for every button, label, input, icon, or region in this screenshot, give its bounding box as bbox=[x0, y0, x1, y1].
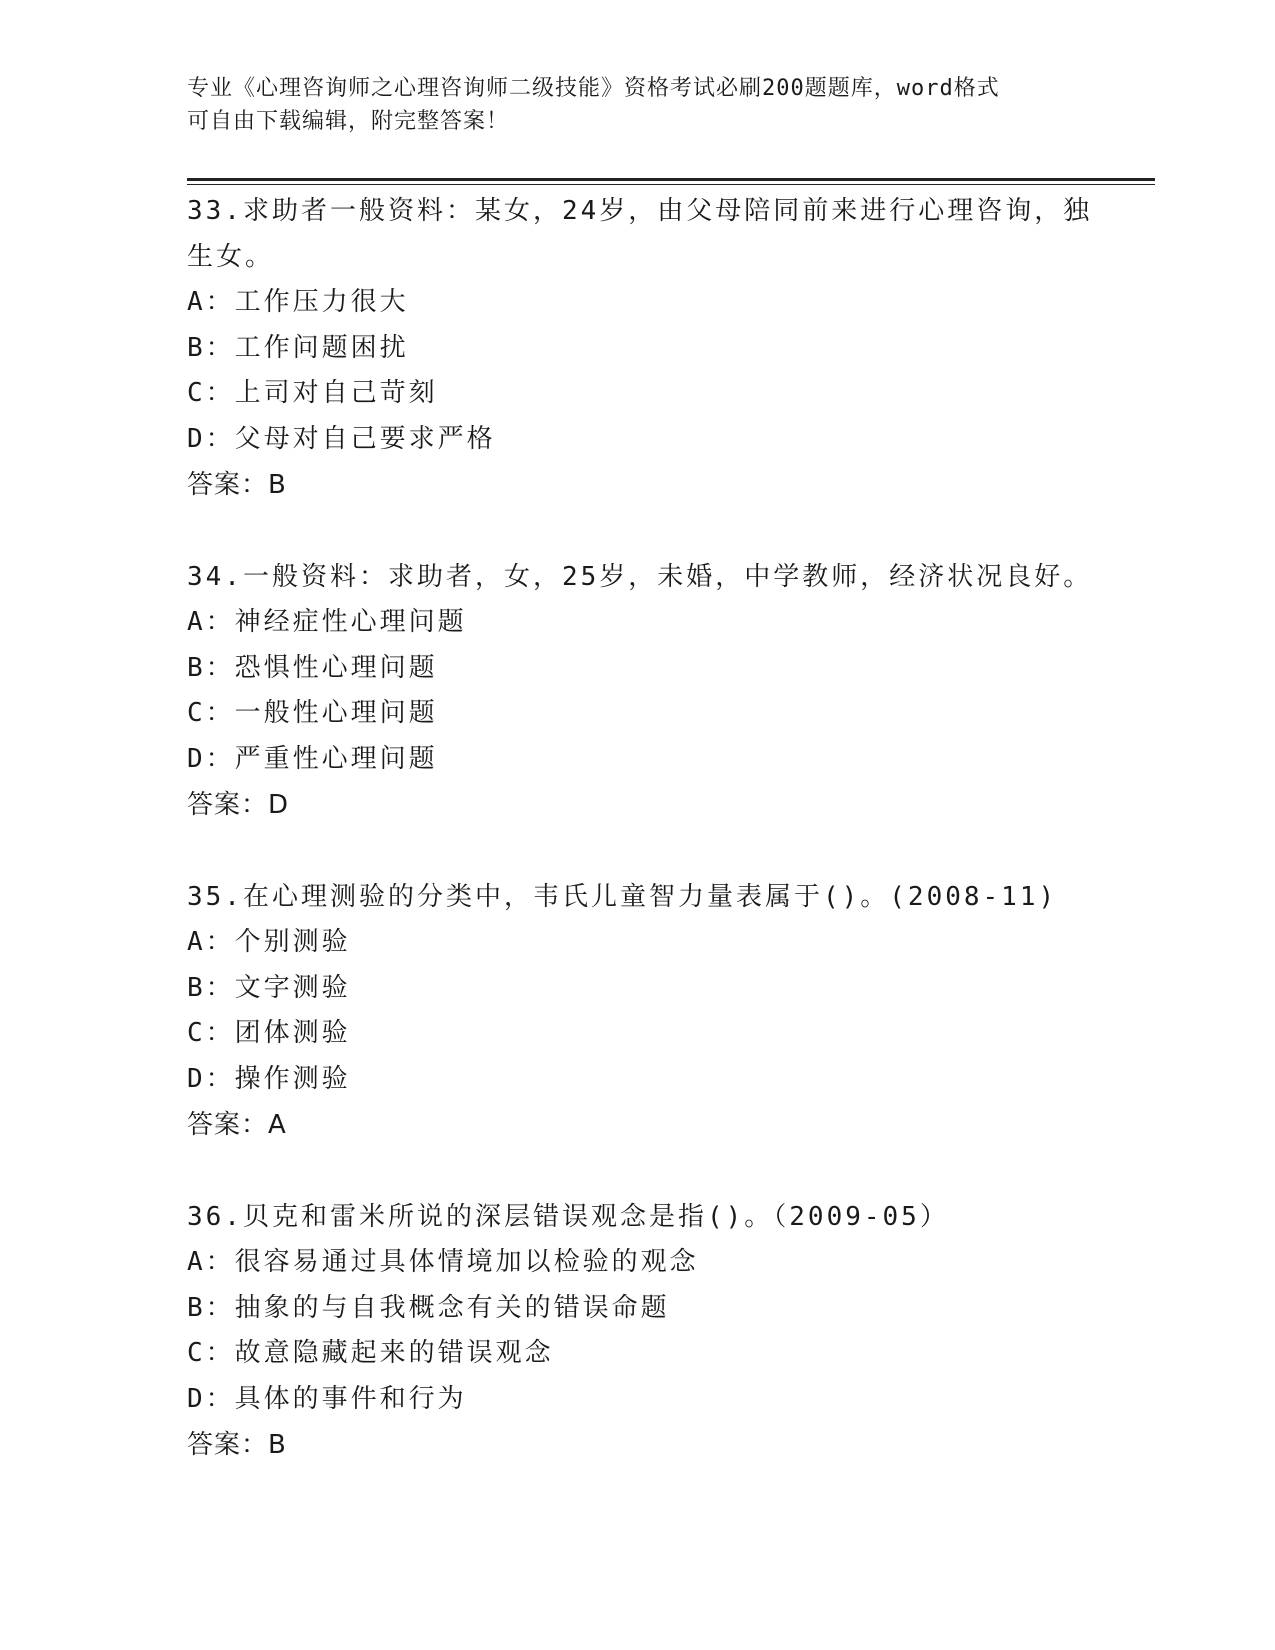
question-stem-line: 34.一般资料：求助者，女，25岁，未婚，中学教师，经济状况良好。 bbox=[187, 562, 1093, 592]
question-stem-line: 36.贝克和雷米所说的深层错误观念是指()。（2009-05） bbox=[187, 1202, 949, 1232]
question-33 bbox=[187, 188, 1155, 508]
header-divider-thick bbox=[187, 178, 1155, 181]
option-b: B：文字测验 bbox=[187, 972, 351, 1003]
question-stem bbox=[187, 188, 1155, 280]
option-c: C：故意隐藏起来的错误观念 bbox=[187, 1338, 554, 1368]
question-list bbox=[187, 188, 1155, 1514]
question-stem bbox=[187, 554, 1155, 600]
option-a: A：神经症性心理问题 bbox=[187, 607, 467, 637]
option-d: D：严重性心理问题 bbox=[187, 743, 438, 774]
option-d: D：操作测验 bbox=[187, 1063, 351, 1094]
option-b: B：工作问题困扰 bbox=[187, 332, 409, 363]
option-c: C：上司对自己苛刻 bbox=[187, 378, 438, 408]
option-c: C：一般性心理问题 bbox=[187, 698, 438, 728]
option-b: B：恐惧性心理问题 bbox=[187, 652, 438, 683]
document-header bbox=[187, 72, 1087, 138]
option-a: A：工作压力很大 bbox=[187, 287, 409, 317]
answer-label: 答案：D bbox=[187, 790, 290, 820]
option-a: A：很容易通过具体情境加以检验的观念 bbox=[187, 1247, 699, 1277]
question-35 bbox=[187, 874, 1155, 1148]
option-a: A：个别测验 bbox=[187, 927, 351, 957]
answer-label: 答案：B bbox=[187, 470, 287, 500]
header-line-1: 专业《心理咨询师之心理咨询师二级技能》资格考试必刷200题题库，word格式 bbox=[187, 76, 1000, 101]
question-stem bbox=[187, 874, 1155, 920]
option-d: D：父母对自己要求严格 bbox=[187, 423, 496, 454]
option-c: C：团体测验 bbox=[187, 1018, 351, 1048]
answer-label: 答案：B bbox=[187, 1430, 287, 1460]
question-36 bbox=[187, 1194, 1155, 1468]
header-line-2: 可自由下载编辑，附完整答案！ bbox=[187, 109, 510, 134]
question-stem-line: 生女。 bbox=[187, 242, 275, 272]
option-b: B：抽象的与自我概念有关的错误命题 bbox=[187, 1292, 670, 1323]
question-stem-line: 33.求助者一般资料：某女，24岁，由父母陪同前来进行心理咨询，独 bbox=[187, 196, 1093, 226]
question-stem-line: 35.在心理测验的分类中，韦氏儿童智力量表属于()。(2008-11) bbox=[187, 882, 1058, 912]
option-d: D：具体的事件和行为 bbox=[187, 1383, 467, 1414]
answer-label: 答案：A bbox=[187, 1110, 287, 1140]
header-divider-thin bbox=[187, 184, 1155, 185]
question-34 bbox=[187, 554, 1155, 828]
question-stem bbox=[187, 1194, 1155, 1240]
